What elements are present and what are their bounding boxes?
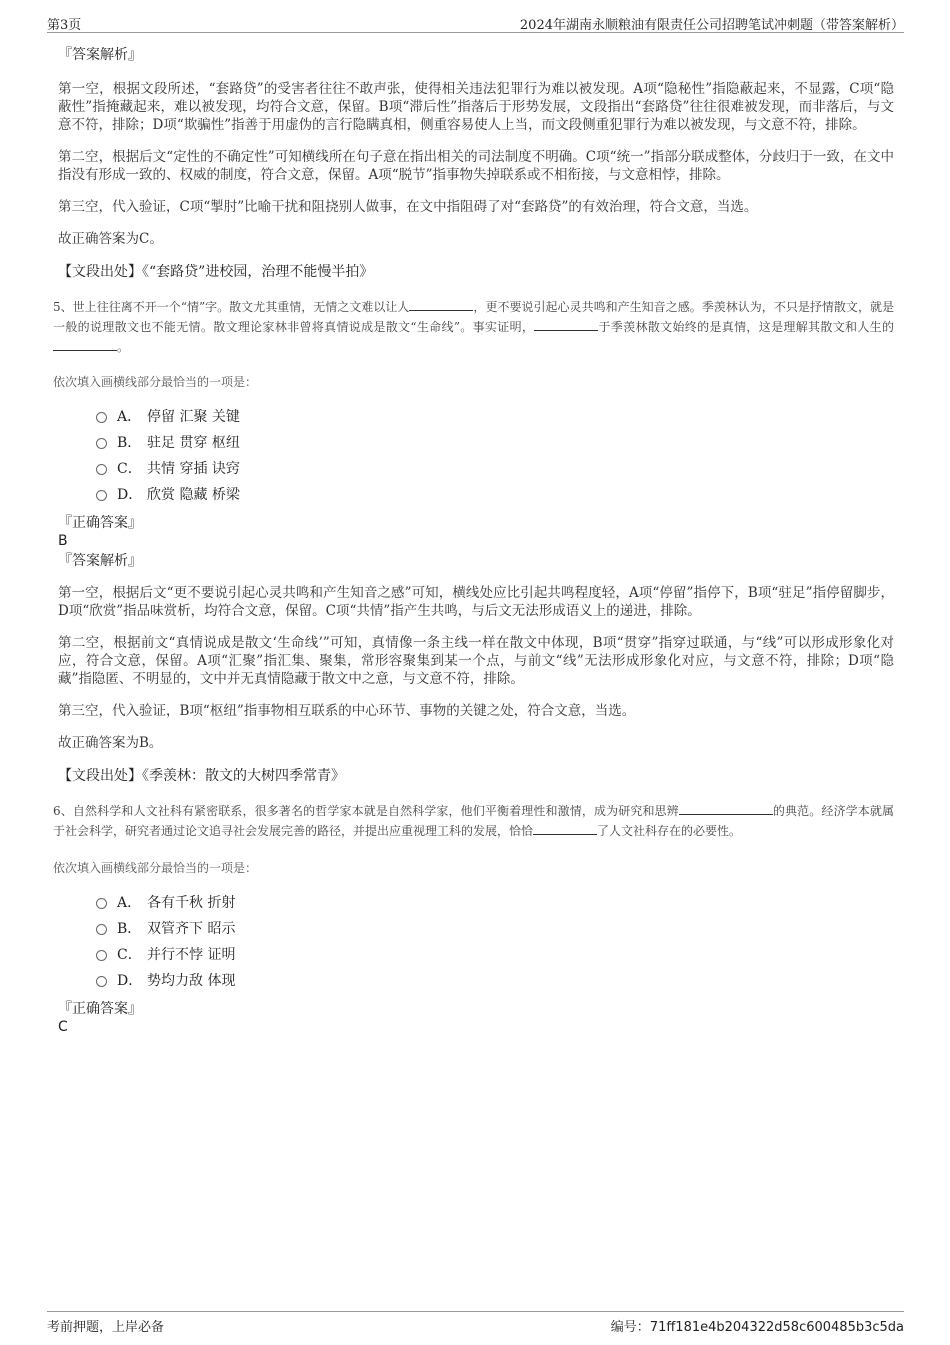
option-text: 双管齐下 昭示 [147,921,236,937]
option-letter: B． [117,435,142,451]
footer-slogan: 考前押题，上岸必备 [47,1320,165,1335]
q6-text-c: 了人文社科存在的必要性。 [597,824,742,838]
q5-text-a: 5、世上往往离不开一个“情”字。散文尤其重情，无情之文难以让人 [53,300,410,314]
q5-text-d: 。 [117,340,130,354]
q5-analysis-p2: 第二空，根据前文“真情说成是散文‘生命线’”可知，真情像一条主线一样在散文中体现，B项“贯穿”指穿过联通，与“线”可以形成形象化对应，符合文意，保留。A项“汇聚”指汇集、聚集，常形容聚集到某一个点，与前文“线”无法形成形象化对应，与文意不符，排除；D项“隐藏”指隐匿、不明显的，文中并无真情隐藏于散文中之意，与文意不符，排除。 [58,635,894,687]
q6-option-b[interactable] [96,916,894,942]
option-letter: C． [117,461,142,477]
radio-icon[interactable] [96,950,107,961]
q5-prompt: 依次填入画横线部分最恰当的一项是： [53,375,258,389]
footer-code [611,1316,904,1335]
question-5-text [53,297,894,357]
q6-prompt: 依次填入画横线部分最恰当的一项是： [53,861,258,875]
q6-blank-1 [679,801,773,815]
footer-code-value: 71ff181e4b204322d58c600485b3c5da [649,1320,904,1335]
q5-blank-3 [53,337,117,351]
option-text: 欣赏 隐藏 桥梁 [147,487,240,503]
q6-option-a[interactable] [96,890,894,916]
q5-answer: B [58,533,68,549]
q4-source: 【文段出处】《“套路贷”进校园，治理不能慢半拍》 [58,264,374,280]
page-number: 第3页 [47,18,82,33]
radio-icon[interactable] [96,490,107,501]
q6-option-d[interactable] [96,968,894,994]
q5-analysis-label: 『答案解析』 [58,553,142,569]
option-letter: A． [117,895,142,911]
page-header [47,12,904,33]
q6-option-c[interactable] [96,942,894,968]
q4-analysis-p1: 第一空，根据文段所述，“套路贷”的受害者往往不敢声张，使得相关违法犯罪行为难以被发现。A项“隐秘性”指隐蔽起来，不显露，C项“隐蔽性”指掩藏起来，难以被发现，均符合文意，保留。B项“滞后性”指落后于形势发展，文段指出“套路贷”往往很难被发现，而非落后，与文意不符，排除；D项“欺骗性”指善于用虚伪的言行隐瞒真相，侧重容易使人上当，而文段侧重犯罪行为难以被发现，与文意不符，排除。 [58,81,894,133]
option-text: 各有千秋 折射 [147,895,236,911]
q5-text-c: 于季羡林散文始终的是真情，这是理解其散文和人生的 [598,320,894,334]
option-text: 并行不悖 证明 [147,947,236,963]
q5-source: 【文段出处】《季羡林：散文的大树四季常青》 [58,768,345,784]
option-letter: B． [117,921,142,937]
page-footer [47,1311,904,1336]
q5-option-a[interactable] [96,404,894,430]
q6-text-a: 6、自然科学和人文社科有紧密联系，很多著名的哲学家本就是自然科学家，他们平衡着理性和激情，成为研究和思辨 [53,804,679,818]
document-title: 2024年湖南永顺粮油有限责任公司招聘笔试冲刺题（带答案解析） [519,18,904,33]
q5-options [58,404,894,508]
option-text: 驻足 贯穿 枢纽 [147,435,240,451]
q5-blank-2 [534,317,598,331]
q5-text-b: ，更不要说引起心灵共鸣和产生知音之感。季羡林认为，不只是抒情散文，就是一般的说理散文也不能无情。散文理论家林非曾将真情说成是散文“生命线”。事实证明， [53,300,894,334]
option-letter: A． [117,409,142,425]
q6-blank-2 [533,821,597,835]
radio-icon[interactable] [96,976,107,987]
option-letter: C． [117,947,142,963]
radio-icon[interactable] [96,464,107,475]
radio-icon[interactable] [96,924,107,935]
option-text: 共情 穿插 诀窍 [147,461,240,477]
q6-answer-label: 『正确答案』 [58,1001,142,1017]
q4-analysis-label: 『答案解析』 [58,47,142,63]
q5-analysis-p4: 故正确答案为B。 [58,735,163,751]
option-text: 停留 汇聚 关键 [147,409,240,425]
q5-analysis-p3: 第三空，代入验证，B项“枢纽”指事物相互联系的中心环节、事物的关键之处，符合文意，当选。 [58,703,636,719]
radio-icon[interactable] [96,412,107,423]
question-6-text [53,801,894,841]
q4-analysis-p2: 第二空，根据后文“定性的不确定性”可知横线所在句子意在指出相关的司法制度不明确。C项“统一”指部分联成整体，分歧归于一致，在文中指没有形成一致的、权威的制度，符合文意，保留。A项“脱节”指事物失掉联系或不相衔接，与文意相悖，排除。 [58,149,894,183]
q6-options [58,890,894,994]
q5-blank-1 [409,297,473,311]
q4-analysis-p4: 故正确答案为C。 [58,231,163,247]
q5-answer-label: 『正确答案』 [58,515,142,531]
main-content [53,46,894,1036]
option-letter: D． [117,487,143,503]
q5-option-d[interactable] [96,482,894,508]
q5-option-b[interactable] [96,430,894,456]
q6-answer: C [58,1019,68,1035]
q4-analysis-p3: 第三空，代入验证，C项“掣肘”比喻干扰和阻挠别人做事，在文中指阻碍了对“套路贷”的有效治理，符合文意，当选。 [58,199,758,215]
radio-icon[interactable] [96,898,107,909]
footer-code-label: 编号： [610,1320,650,1335]
q5-analysis-p1: 第一空，根据后文“更不要说引起心灵共鸣和产生知音之感”可知，横线处应比引起共鸣程度轻，A项“停留”指停下，B项“驻足”指停留脚步，D项“欣赏”指品味赏析，均符合文意，保留。C项“共情”指产生共鸣，与后文无法形成语义上的递进，排除。 [58,585,894,619]
q5-option-c[interactable] [96,456,894,482]
q6-text-b: 的典范。经济学本就属于社会科学，研究者通过论文追寻社会发展完善的路径，并提出应重视理工科的发展，恰恰 [53,804,894,838]
option-text: 势均力敌 体现 [147,973,236,989]
option-letter: D． [117,973,143,989]
radio-icon[interactable] [96,438,107,449]
